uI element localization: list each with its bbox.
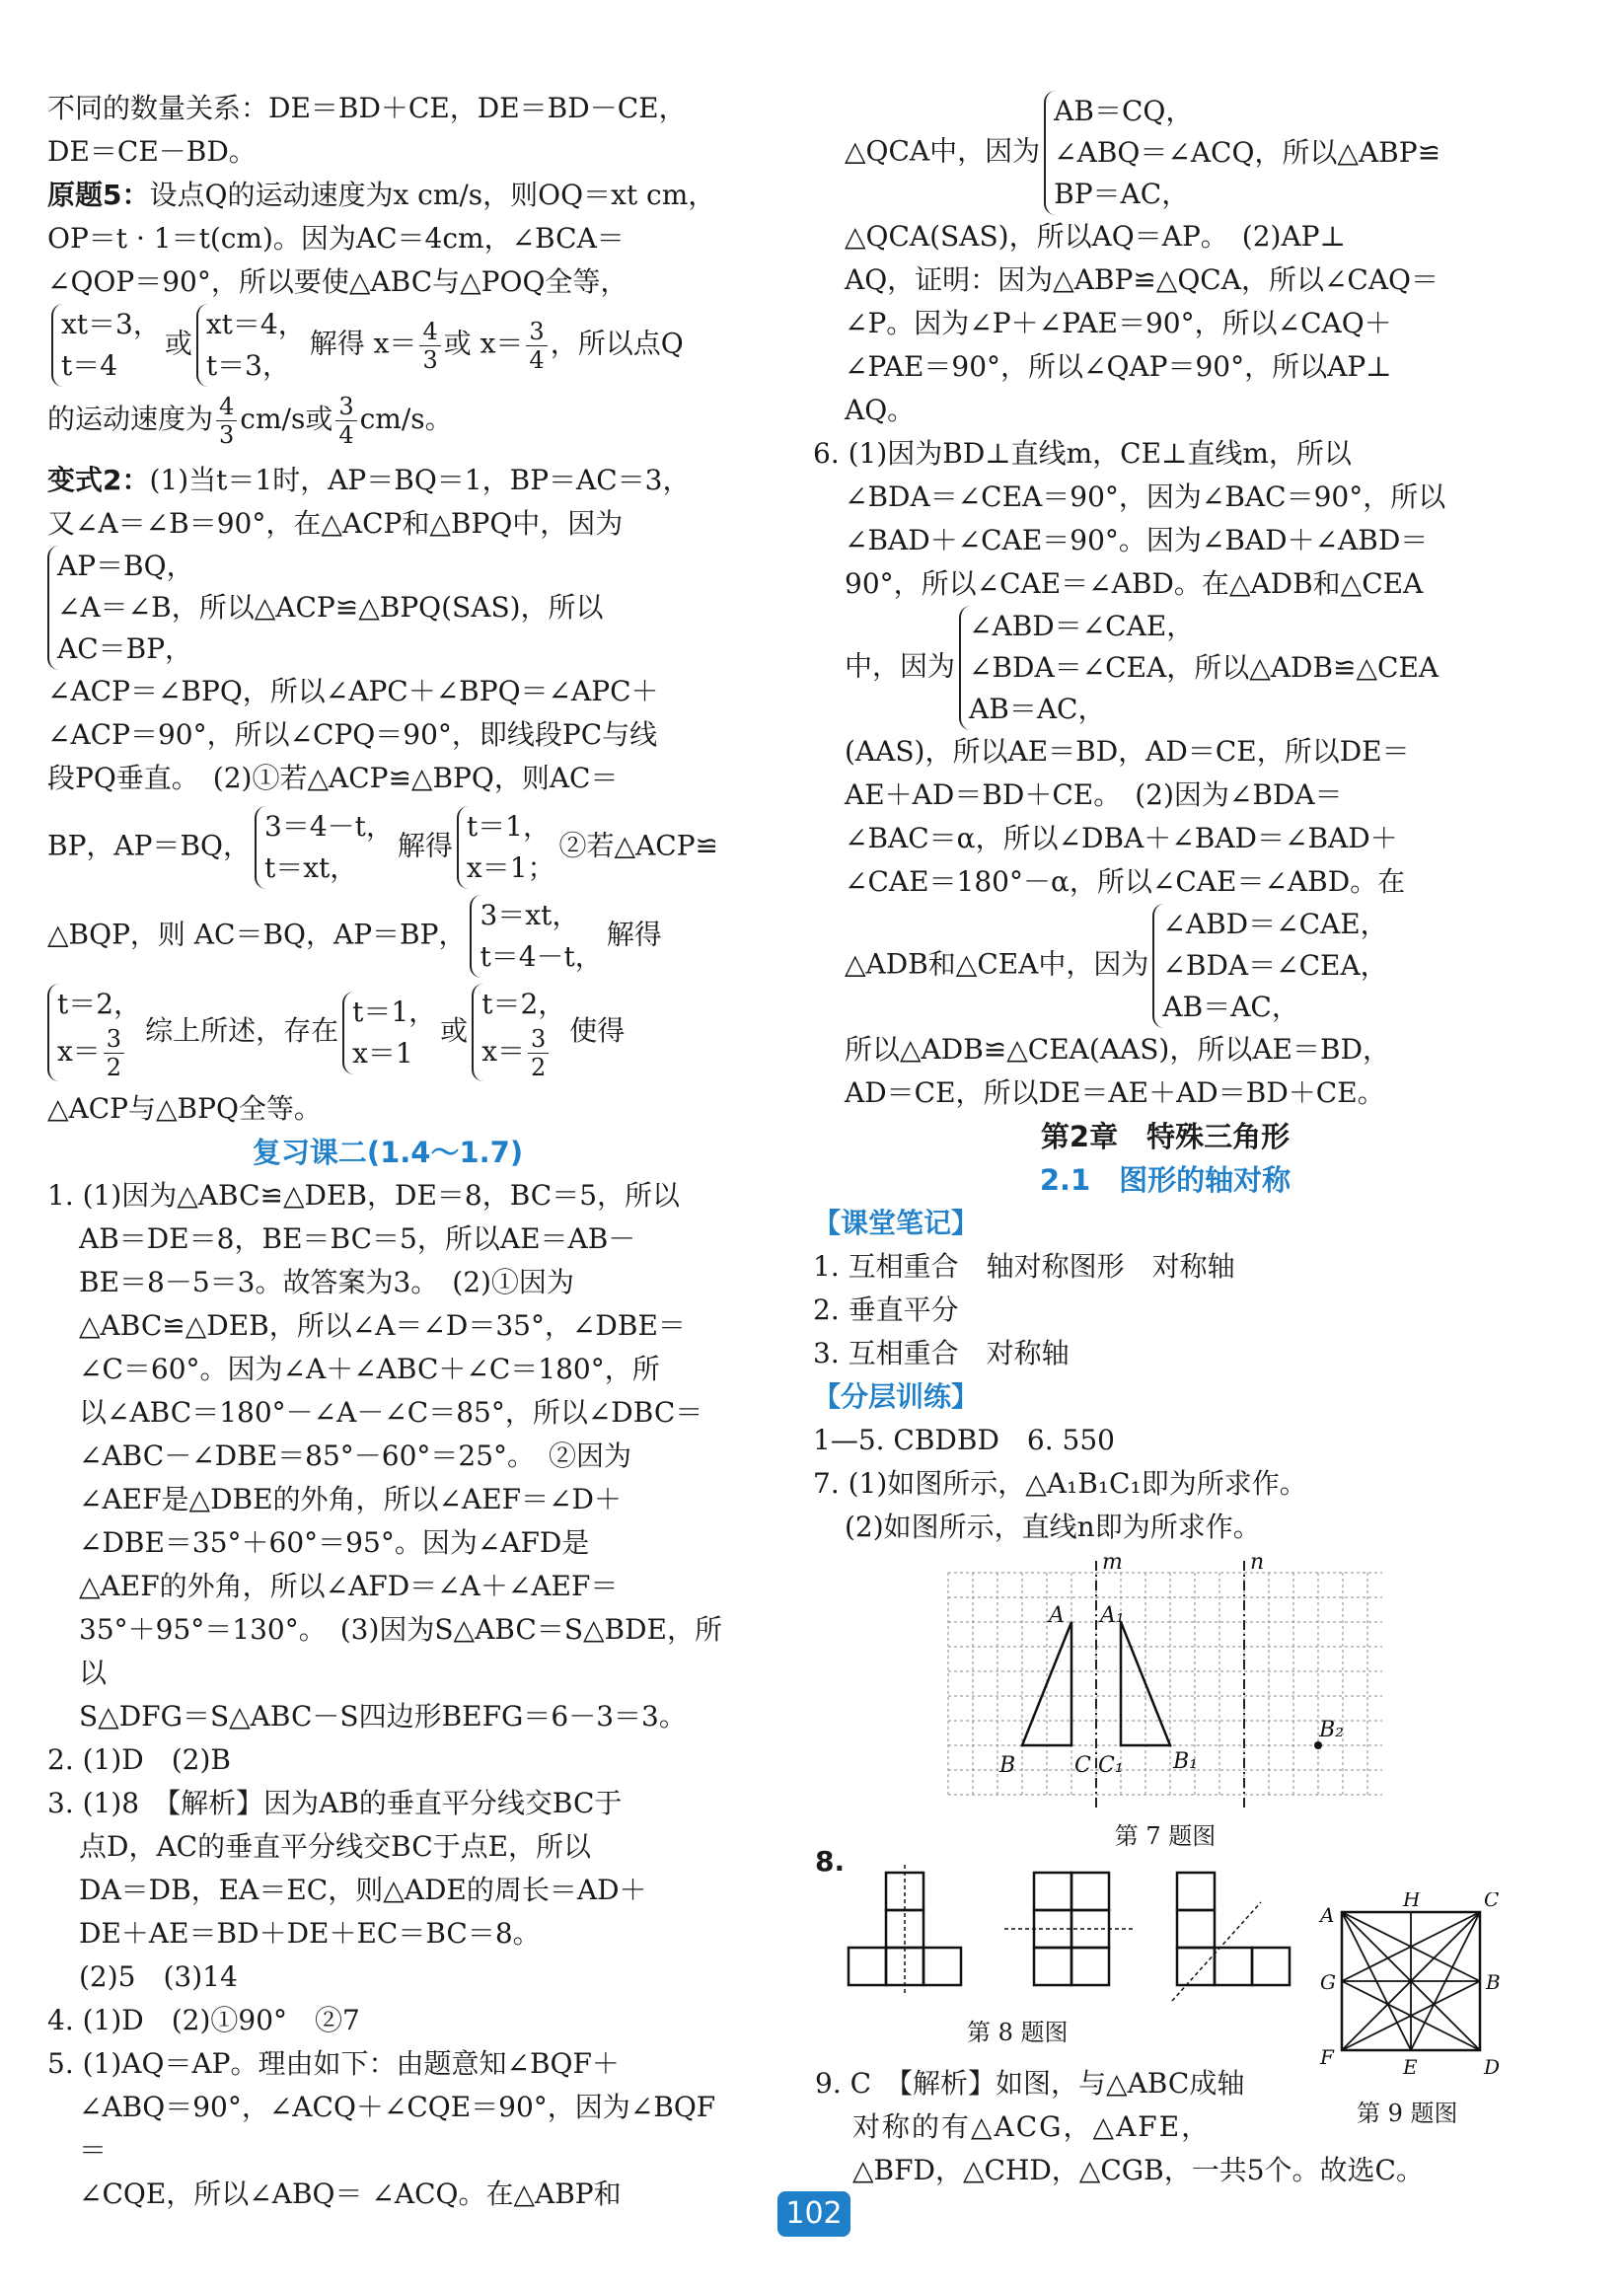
svg-text:F: F [1320,2045,1334,2069]
text-line: 1. (1)因为△ABC≌△DEB，DE＝8，BC＝5，所以 [47,1179,681,1212]
point-b2 [1314,1741,1322,1749]
equation-line: t＝2， x＝ $\frac{3}{2}$ 综上所述，存在t＝1， x＝1或t＝2， x＝ $\frac{3}{2}$ 使得 [47,984,728,1081]
text-line: 5. (1)AQ＝AP。理由如下：由题意知∠BQF＋ [47,2047,620,2080]
question-8-label: 8. [815,1845,846,1878]
text-line: BE＝8－5＝3。故答案为3。 (2)①因为 [79,1266,574,1298]
text-line: OP＝t · 1＝t(cm)。因为AC＝4cm，∠BCA＝ [47,222,625,255]
svg-text:G: G [1320,1970,1336,1994]
text-line: ∠AEF是△DBE的外角，所以∠AEF＝∠D＋ [79,1483,623,1515]
right-column [813,91,1486,1853]
text-line: 9. C 【解析】如图，与△ABC成轴 [815,2067,1245,2100]
text-line: AE＋AD＝BD＋CE。 (2)因为∠BDA＝ [845,778,1343,811]
equation-system: AP＝BQ， ∠A＝∠B，所以△ACP≌△BPQ(SAS)，所以 AC＝BP， [47,546,604,670]
text-line: AD＝CE，所以DE＝AE＋AD＝BD＋CE。 [845,1076,1385,1109]
text-line: ∠PAE＝90°，所以∠QAP＝90°，所以AP⊥ [845,350,1392,383]
question-7-line: 7. (1)如图所示，△A₁B₁C₁即为所求作。 [813,1467,1307,1500]
equation-line: △QCA中，因为AB＝CQ， ∠ABQ＝∠ACQ，所以△ABP≌ BP＝AC， [845,91,1486,215]
variant-2-label: 变式2： [47,464,150,496]
text-line: DA＝DB，EA＝EC，则△ADE的周长＝AD＋ [79,1874,647,1906]
fraction: $\frac{3}{2}$ [104,1025,124,1081]
equation-system: xt＝3， t＝4 [51,304,161,387]
text-line: ∠CQE，所以∠ABQ＝ ∠ACQ。在△ABP和 [79,2177,622,2210]
text-line: △ACP与△BPQ全等。 [47,1092,322,1125]
text-line: 对称的有△ACG，△AFE， [852,2110,1212,2143]
text-line: ∠ACP＝90°，所以∠CPQ＝90°，即线段PC与线 [47,718,658,751]
text-line: 6. (1)因为BD⊥直线m，CE⊥直线m，所以 [813,437,1352,470]
figure-9-caption: 第 9 题图 [1357,2100,1458,2127]
text-line: △QCA(SAS)，所以AQ＝AP。 (2)AP⊥ [845,220,1346,253]
text-line: ∠BDA＝∠CEA＝90°，因为∠BAC＝90°，所以 [845,480,1446,513]
svg-text:C₁: C₁ [1098,1753,1124,1778]
svg-text:B: B [999,1753,1016,1778]
note-item: 2. 垂直平分 [813,1293,959,1326]
equation-system: AB＝CQ， ∠ABQ＝∠ACQ，所以△ABP≌ BP＝AC， [1044,91,1440,215]
text-line: ∠BAC＝α，所以∠DBA＋∠BAD＝∠BAD＋ [845,822,1398,854]
text-line: AB＝DE＝8，BE＝BC＝5，所以AE＝AB－ [79,1222,636,1255]
text-line: ∠C＝60°。因为∠A＋∠ABC＋∠C＝180°，所 [79,1353,660,1385]
fraction: $\frac{3}{4}$ [335,393,356,449]
text-line: 3. (1)8 【解析】因为AB的垂直平分线交BC于 [47,1787,623,1819]
left-column [47,87,728,2216]
text-line: DE＝CE－BD。 [47,135,257,168]
question-1 [47,1174,728,1738]
figure-7-caption: 第 7 题图 [1114,1822,1217,1850]
text-line: ∠P。因为∠P＋∠PAE＝90°，所以∠CAQ＋ [845,307,1392,339]
text-line: S△DFG＝S△ABC－S四边形BEFG＝6－3＝3。 [79,1700,687,1733]
equation-system: 3＝xt， t＝4－t， [470,895,602,978]
section-title: 2.1 图形的轴对称 [1039,1163,1292,1197]
text-line: 所以△ADB≌△CEA(AAS)，所以AE＝BD， [845,1033,1391,1066]
svg-text:n: n [1250,1553,1265,1575]
equation-line: △BQP，则 AC＝BQ，AP＝BP，3＝xt， t＝4－t，解得 [47,895,728,978]
svg-text:E: E [1403,2055,1418,2079]
text-line: AQ，证明：因为△ABP≌△QCA，所以∠CAQ＝ [845,263,1439,296]
svg-text:m: m [1102,1553,1123,1575]
fraction: $\frac{4}{3}$ [216,393,237,449]
figure-9 [1312,1892,1510,2090]
svg-text:D: D [1484,2055,1501,2079]
figure-8-caption: 第 8 题图 [967,2019,1069,2046]
chapter-title: 第2章 特殊三角形 [1040,1120,1291,1153]
equation-line [47,546,728,670]
svg-text:C: C [1484,1892,1500,1911]
text-line: 35°＋95°＝130°。 (3)因为S△ABC＝S△BDE，所以 [79,1613,722,1689]
question-5 [47,2042,728,2216]
svg-text:A₁: A₁ [1100,1603,1125,1628]
notes-tag: 【课堂笔记】 [813,1207,980,1239]
review-section-title: 复习课二(1.4～1.7) [252,1136,524,1169]
equation-system: t＝2， x＝ $\frac{3}{2}$ [472,984,565,1081]
text-line: 不同的数量关系：DE＝BD＋CE，DE＝BD－CE， [47,92,687,124]
text-line: 以∠ABC＝180°－∠A－∠C＝85°，所以∠DBC＝ [79,1396,703,1429]
text-line: ∠DBE＝35°＋60°＝95°。因为∠AFD是 [79,1526,590,1559]
equation-line: BP，AP＝BQ，3＝4－t， t＝xt，解得t＝1， x＝1；②若△ACP≌ [47,806,728,889]
equation-system: xt＝4， t＝3， [196,304,306,387]
equation-line: △ADB和△CEA中，因为∠ABD＝∠CAE， ∠BDA＝∠CEA， AB＝AC， [845,904,1486,1028]
svg-text:B₂: B₂ [1319,1718,1344,1742]
text-line: 的运动速度为 $\frac{4}{3}$ cm/s或 $\frac{3}{4}$ cm/s。 [47,393,453,449]
equation-system: 3＝4－t， t＝xt， [255,806,394,889]
text-line: △BFD，△CHD，△CGB，一共5个。故选C。 [852,2154,1424,2186]
svg-text:H: H [1403,1892,1421,1911]
text-line: △ABC≌△DEB，所以∠A＝∠D＝35°，∠DBE＝ [79,1309,686,1342]
text-line: (2)5 (3)14 [79,1960,238,1993]
question-3 [47,1782,728,1999]
text-line: 90°，所以∠CAE＝∠ABD。在△ADB和△CEA [845,567,1424,600]
answers-line: 1—5. CBDBD 6. 550 [813,1424,1115,1456]
equation-system: ∠ABD＝∠CAE， ∠BDA＝∠CEA， AB＝AC， [1152,904,1387,1028]
text-line: ∠BAD＋∠CAE＝90°。因为∠BAD＋∠ABD＝ [845,524,1429,556]
note-item: 3. 互相重合 对称轴 [813,1337,1070,1369]
fraction: $\frac{3}{2}$ [528,1025,549,1081]
text-line: 点D，AC的垂直平分线交BC于点E，所以 [79,1830,592,1863]
equation-system: ∠ABD＝∠CAE， ∠BDA＝∠CEA，所以△ADB≌△CEA AB＝AC， [959,606,1439,730]
question-9 [815,2062,1466,2192]
text-line: DE＋AE＝BD＋DE＋EC＝BC＝8。 [79,1917,541,1950]
svg-text:B₁: B₁ [1173,1749,1198,1774]
text-line: 段PQ垂直。 (2)①若△ACP≌△BPQ，则AC＝ [47,762,619,794]
svg-text:A: A [1320,1903,1335,1927]
question-4: 4. (1)D (2)①90° ②7 [47,2004,360,2036]
equation-system: t＝2， x＝ $\frac{3}{2}$ [47,984,141,1081]
original-5-line: 原题5：设点Q的运动速度为x cm/s，则OQ＝xt cm， [47,179,716,211]
variant-2-line: 变式2：(1)当t＝1时，AP＝BQ＝1，BP＝AC＝3， [47,464,691,496]
equation-line: xt＝3， t＝4或xt＝4， t＝3，解得 x＝ $\frac{4}{3}$ 或 x＝ $\frac{3}{4}$ ，所以点Q [47,304,728,387]
text-line: △AEF的外角，所以∠AFD＝∠A＋∠AEF＝ [79,1570,619,1602]
svg-text:A: A [1049,1603,1065,1628]
page-number: 102 [777,2191,850,2237]
note-item: 1. 互相重合 轴对称图形 对称轴 [813,1250,1235,1283]
text-line: AQ。 [845,394,916,426]
training-tag: 【分层训练】 [813,1380,980,1413]
question-7-line: (2)如图所示，直线n即为所求作。 [845,1511,1261,1543]
figure-7-grid [938,1553,1392,1819]
question-2: 2. (1)D (2)B [47,1743,231,1776]
fraction: $\frac{4}{3}$ [419,318,440,374]
text-line: ∠ABQ＝90°，∠ACQ＋∠CQE＝90°，因为∠BQF＝ [79,2091,716,2167]
equation-line: 中，因为∠ABD＝∠CAE， ∠BDA＝∠CEA，所以△ADB≌△CEA AB＝AC， [845,606,1486,730]
text-line: ∠CAE＝180°－α，所以∠CAE＝∠ABD。在 [845,865,1406,898]
text-line: ∠QOP＝90°，所以要使△ABC与△POQ全等， [47,265,628,298]
figure-8 [847,1863,1320,2040]
text-line: ∠ABC－∠DBE＝85°－60°＝25°。 ②因为 [79,1439,632,1472]
svg-text:B: B [1486,1970,1501,1994]
text-line: ∠ACP＝∠BPQ，所以∠APC＋∠BPQ＝∠APC＋ [47,675,659,707]
original-5-label: 原题5： [47,179,150,211]
equation-system: t＝1， x＝1； [457,806,555,889]
equation-system: t＝1， x＝1 [342,992,436,1074]
text-line: (AAS)，所以AE＝BD，AD＝CE，所以DE＝ [845,735,1410,768]
text-line: 又∠A＝∠B＝90°，在△ACP和△BPQ中，因为 [47,507,624,540]
fraction: $\frac{3}{4}$ [526,318,547,374]
svg-text:C: C [1074,1753,1091,1778]
